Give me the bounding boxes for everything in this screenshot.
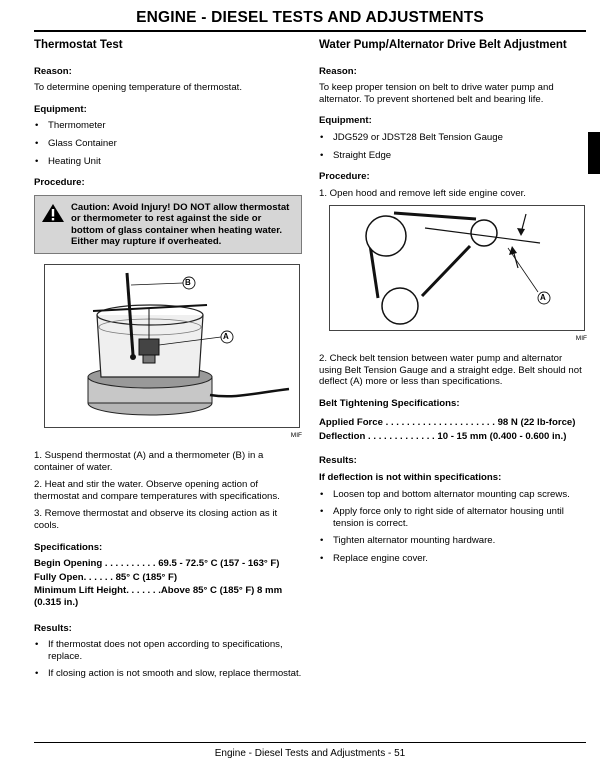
section-title: Water Pump/Alternator Drive Belt Adjustment xyxy=(319,39,567,51)
callout-a: A xyxy=(223,332,229,342)
spec-value: 98 N (22 lb-force) xyxy=(497,417,576,429)
list-item: 3. Remove thermostat and observe its closing action as it cools. xyxy=(34,508,278,531)
list-item: • JDG529 or JDST28 Belt Tension Gauge xyxy=(319,132,587,144)
spec-row xyxy=(319,417,587,429)
figure-tag: MIF xyxy=(290,432,302,440)
warning-icon xyxy=(41,203,65,223)
list-item: • Thermometer xyxy=(34,120,302,132)
spec-label: Deflection xyxy=(319,430,366,442)
spec-label: Begin Opening xyxy=(34,558,103,570)
spec-row xyxy=(34,572,302,584)
reason-text: To determine opening temperature of thermostat. xyxy=(34,82,242,94)
procedure-step-1: 1. Open hood and remove left side engine cover. xyxy=(319,187,526,199)
page-footer: Engine - Diesel Tests and Adjustments - 51 xyxy=(214,748,406,759)
belt-specs-heading: Belt Tightening Specifications: xyxy=(319,397,460,409)
list-item: • Replace engine cover. xyxy=(319,553,587,565)
belt-figure xyxy=(329,205,585,331)
spec-value: 85° C (185° F) xyxy=(115,571,178,583)
spec-dots: . . . . . . . . . . . . . xyxy=(365,430,438,442)
belt-adjustment-section xyxy=(319,40,587,571)
spec-label: Minimum Lift Height xyxy=(34,585,127,597)
equipment-heading: Equipment: xyxy=(34,103,87,115)
section-title: Thermostat Test xyxy=(34,39,123,51)
spec-dots: . . . . . . . . . . xyxy=(102,558,159,570)
list-item: • Apply force only to right side of alternator housing until tension is correct. xyxy=(319,506,587,529)
list-item: • Straight Edge xyxy=(319,150,587,162)
spec-value: Above 85° C (185° F) 8 mm (0.315 in.) xyxy=(34,585,283,608)
equipment-list xyxy=(34,120,302,167)
spec-value: 10 - 15 mm (0.400 - 0.600 in.) xyxy=(437,430,567,442)
results-heading: Results: xyxy=(319,454,357,466)
list-item: • Heating Unit xyxy=(34,156,302,168)
footer-divider xyxy=(34,742,586,743)
equipment-heading: Equipment: xyxy=(319,115,372,127)
list-item: • If closing action is not smooth and slow, replace thermostat. xyxy=(34,668,302,680)
spec-row xyxy=(34,585,302,608)
spec-dots: . . . . . . xyxy=(83,571,116,583)
list-item: • Loosen top and bottom alternator mounting cap screws. xyxy=(319,489,587,501)
callout-b: B xyxy=(185,278,191,288)
equipment-list xyxy=(319,132,587,161)
reason-text: To keep proper tension on belt to drive water pump and alternator. To prevent shortened belt and bearing life. xyxy=(319,82,554,105)
section-tab-marker xyxy=(588,132,600,174)
procedure-heading: Procedure: xyxy=(34,177,85,189)
figure-tag: MIF xyxy=(575,335,587,343)
results-list xyxy=(319,489,587,565)
caution-box xyxy=(34,195,302,255)
spec-row xyxy=(34,558,302,570)
reason-heading: Reason: xyxy=(319,65,357,77)
thermostat-test-section xyxy=(34,40,302,686)
thermostat-illustration xyxy=(45,265,299,427)
results-condition: If deflection is not within specifications: xyxy=(319,472,502,484)
procedure-heading: Procedure: xyxy=(319,171,370,183)
caution-text: Caution: Avoid Injury! DO NOT allow thermostat or thermometer to rest against the side or bottom of glass container when heating water. Either may rupture if overheated. xyxy=(71,201,290,247)
spec-value: 69.5 - 72.5° C (157 - 163° F) xyxy=(158,558,280,570)
list-item: • Tighten alternator mounting hardware. xyxy=(319,535,587,547)
spec-dots: . . . . . . . . . . . . . . . . . . . . . xyxy=(382,417,498,429)
page-title: ENGINE - DIESEL TESTS AND ADJUSTMENTS xyxy=(34,8,586,32)
spec-label: Applied Force xyxy=(319,417,383,429)
procedure-steps xyxy=(34,450,302,532)
results-list xyxy=(34,639,302,680)
list-item: 2. Heat and stir the water. Observe opening action of thermostat and compare temperatures with specifications. xyxy=(34,479,280,502)
results-heading: Results: xyxy=(34,622,72,634)
spec-dots: . . . . . . . xyxy=(126,585,161,597)
spec-label: Fully Open xyxy=(34,571,84,583)
thermostat-test-figure xyxy=(44,264,300,428)
procedure-step-2: 2. Check belt tension between water pump and alternator using Belt Tension Gauge and a straight edge. Belt should not deflect (A) more or less than specifications. xyxy=(319,352,582,388)
spec-row xyxy=(319,431,587,443)
belt-illustration xyxy=(330,206,584,330)
list-item: • Glass Container xyxy=(34,138,302,150)
list-item: 1. Suspend thermostat (A) and a thermometer (B) in a container of water. xyxy=(34,449,264,473)
reason-heading: Reason: xyxy=(34,65,72,77)
specifications-heading: Specifications: xyxy=(34,541,103,553)
callout-a: A xyxy=(540,293,546,303)
list-item: • If thermostat does not open according to specifications, replace. xyxy=(34,639,302,662)
